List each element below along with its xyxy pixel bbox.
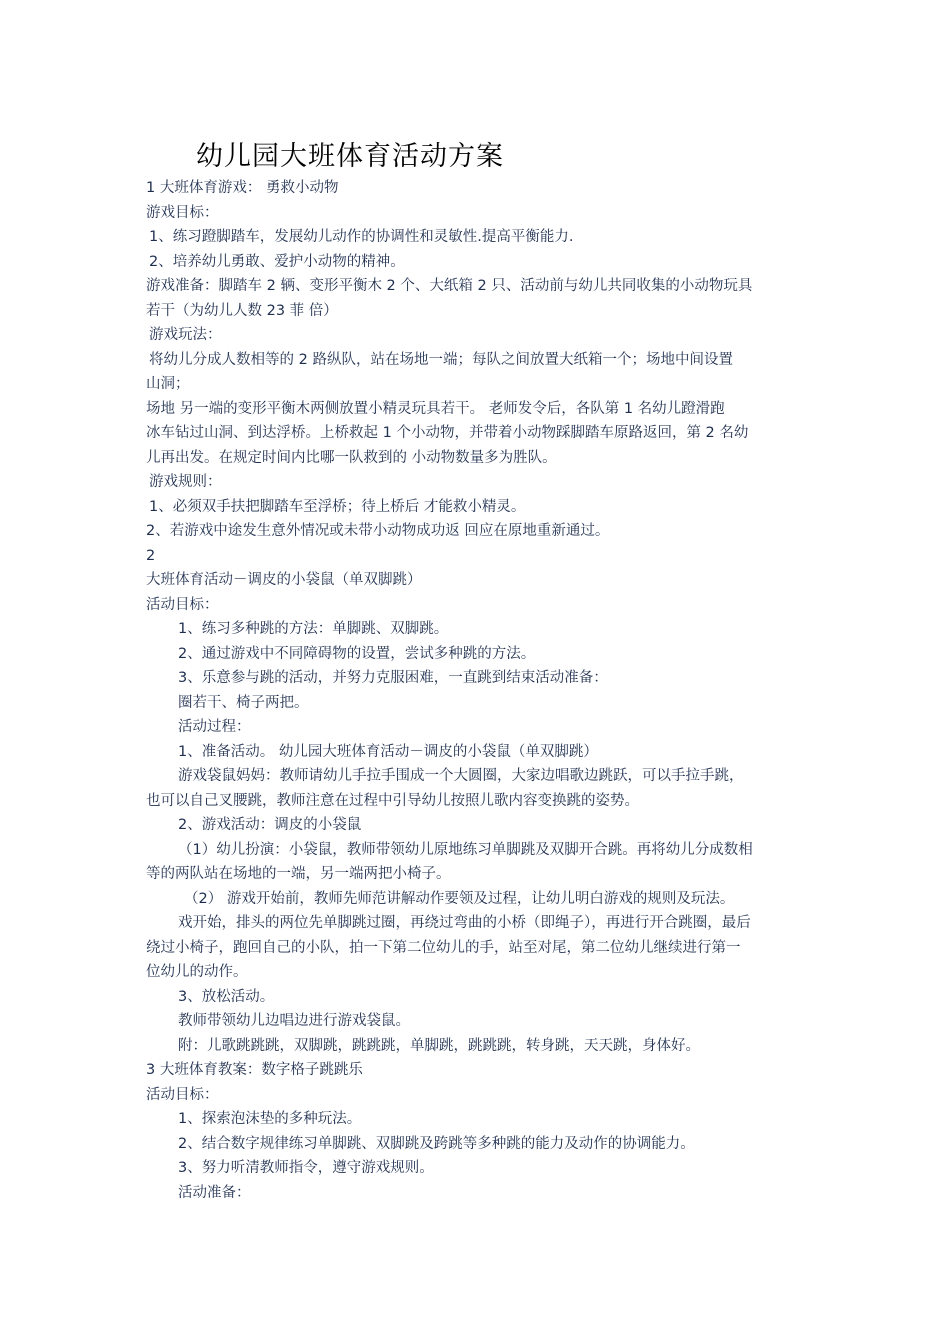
document-title: 幼儿园大班体育活动方案 <box>196 141 504 172</box>
paragraph-line: 1、练习蹬脚踏车，发展幼儿动作的协调性和灵敏性.提高平衡能力. <box>149 229 574 245</box>
paragraph-line: 位幼儿的动作。 <box>146 964 248 980</box>
paragraph-line: 3、乐意参与跳的活动，并努力克服困难，一直跳到结束活动准备： <box>178 670 608 686</box>
paragraph-line: 教师带领幼儿边唱边进行游戏袋鼠。 <box>178 1013 410 1029</box>
paragraph-line: 绕过小椅子，跑回自己的小队，拍一下第二位幼儿的手，站至对尾，第二位幼儿继续进行第一 <box>146 939 741 956</box>
paragraph-line: （1）幼儿扮演：小袋鼠，教师带领幼儿原地练习单脚跳及双脚开合跳。再将幼儿分成数相 <box>178 841 753 858</box>
paragraph-line: 儿再出发。在规定时间内比哪一队救到的 小动物数量多为胜队。 <box>146 449 557 466</box>
paragraph-line: 1、准备活动。 幼儿园大班体育活动－调皮的小袋鼠（单双脚跳） <box>178 743 598 760</box>
paragraph-line: 场地 另一端的变形平衡木两侧放置小精灵玩具若干。 老师发令后，各队第 1 名幼儿蹬滑跑 <box>146 400 725 417</box>
paragraph-line: （2） 游戏开始前，教师先师范讲解动作要领及过程，让幼儿明白游戏的规则及玩法。 <box>184 890 735 907</box>
paragraph-line: 活动目标： <box>146 1086 219 1103</box>
paragraph-line: 游戏玩法： <box>149 327 222 343</box>
paragraph-line: 也可以自己叉腰跳，教师注意在过程中引导幼儿按照儿歌内容变换跳的姿势。 <box>146 792 639 809</box>
paragraph-line: 2、结合数字规律练习单脚跳、双脚跳及跨跳等多种跳的能力及动作的协调能力。 <box>178 1135 695 1152</box>
paragraph-line: 1、探索泡沫垫的多种玩法。 <box>178 1111 362 1127</box>
paragraph-line: 2、若游戏中途发生意外情况或未带小动物成功返 回应在原地重新通过。 <box>146 523 610 539</box>
section-2-heading: 大班体育活动－调皮的小袋鼠（单双脚跳） <box>146 572 422 588</box>
paragraph-line: 圈若干、椅子两把。 <box>178 694 309 711</box>
paragraph-line: 附：儿歌跳跳跳，双脚跳，跳跳跳，单脚跳，跳跳跳，转身跳，天天跳，身体好。 <box>178 1037 700 1054</box>
paragraph-line: 1、练习多种跳的方法：单脚跳、双脚跳。 <box>178 621 449 637</box>
paragraph-line: 山洞； <box>146 376 190 392</box>
paragraph-line: 戏开始，排头的两位先单脚跳过圈，再绕过弯曲的小桥（即绳子），再进行开合跳圈，最后 <box>178 915 751 931</box>
paragraph-line: 游戏规则： <box>149 474 222 490</box>
paragraph-line: 活动准备： <box>178 1184 251 1201</box>
section-1-heading: 1 大班体育游戏： 勇救小动物 <box>146 180 339 196</box>
paragraph-line: 3、努力听清教师指令，遵守游戏规则。 <box>178 1160 434 1176</box>
paragraph-line: 游戏袋鼠妈妈：教师请幼儿手拉手围成一个大圆圈，大家边唱歌边跳跃，可以手拉手跳， <box>178 768 744 784</box>
paragraph-line: 等的两队站在场地的一端，另一端两把小椅子。 <box>146 866 451 882</box>
paragraph-line: 游戏准备：脚踏车 2 辆、变形平衡木 2 个、大纸箱 2 只、活动前与幼儿共同收集的小动物玩具 <box>146 278 753 294</box>
paragraph-line: 1、必须双手扶把脚踏车至浮桥；待上桥后 才能救小精灵。 <box>149 498 526 515</box>
paragraph-line: 3、放松活动。 <box>178 988 275 1005</box>
paragraph-line: 2、培养幼儿勇敢、爱护小动物的精神。 <box>149 253 405 270</box>
paragraph-line: 冰车钻过山洞、到达浮桥。上桥救起 1 个小动物，并带着小动物踩脚踏车原路返回，第 2 名幼 <box>146 425 749 441</box>
section-2-number: 2 <box>146 547 156 564</box>
document-body <box>146 176 816 1205</box>
paragraph-line: 游戏目标： <box>146 204 219 221</box>
paragraph-line: 2、通过游戏中不同障碍物的设置，尝试多种跳的方法。 <box>178 645 536 662</box>
paragraph-line: 2、游戏活动：调皮的小袋鼠 <box>178 817 362 833</box>
paragraph-line: 活动目标： <box>146 596 219 613</box>
paragraph-line: 活动过程： <box>178 719 251 735</box>
paragraph-line: 将幼儿分成人数相等的 2 路纵队，站在场地一端；每队之间放置大纸箱一个；场地中间设置 <box>149 351 733 368</box>
section-3-heading: 3 大班体育教案：数字格子跳跳乐 <box>146 1062 363 1078</box>
paragraph-line: 若干（为幼儿人数 23 菲 倍） <box>146 302 338 319</box>
